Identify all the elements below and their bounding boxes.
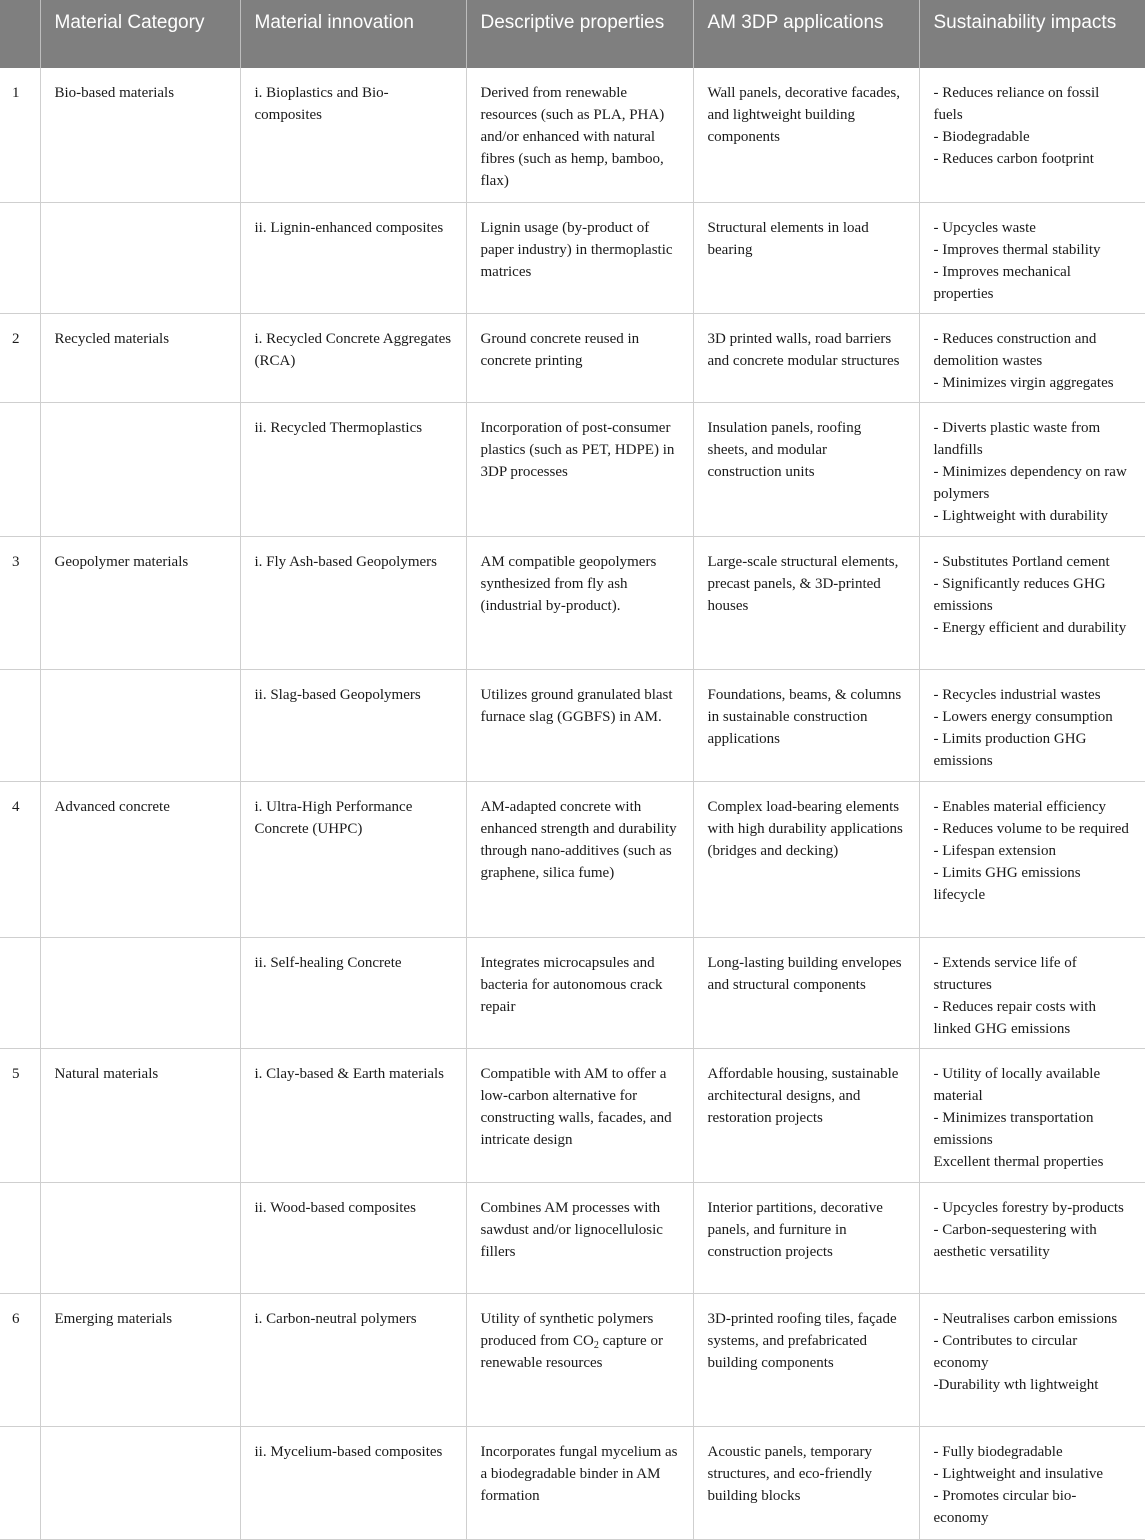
cell-applications: Acoustic panels, temporary structures, and eco-friendly building blocks xyxy=(693,1426,919,1539)
table-row xyxy=(0,937,1145,1048)
cell-category xyxy=(40,1182,240,1293)
cell-innovation: ii. Lignin-enhanced composites xyxy=(240,202,466,313)
cell-properties: Combines AM processes with sawdust and/or lignocellulosic fillers xyxy=(466,1182,693,1293)
impact-item: - Improves mechanical properties xyxy=(933,263,1071,302)
cell-impacts xyxy=(919,1293,1145,1426)
cell-number: 2 xyxy=(0,313,40,402)
impact-item: - Contributes to circular economy xyxy=(933,1332,1078,1371)
impact-item: - Reduces volume to be required xyxy=(933,820,1129,837)
header-applications: AM 3DP applications xyxy=(693,0,919,68)
cell-applications: Large-scale structural elements, precast panels, & 3D-printed houses xyxy=(693,536,919,669)
cell-properties: Utilizes ground granulated blast furnace slag (GGBFS) in AM. xyxy=(466,669,693,781)
impact-item: - Carbon-sequestering with aesthetic versatility xyxy=(933,1221,1097,1260)
impact-item: - Improves thermal stability xyxy=(933,241,1101,258)
impact-item: - Upcycles waste xyxy=(933,219,1036,236)
properties-text-post: capture or renewable resources xyxy=(480,1332,663,1371)
cell-impacts xyxy=(919,202,1145,313)
cell-innovation: i. Clay-based & Earth materials xyxy=(240,1048,466,1182)
cell-number: 4 xyxy=(0,781,40,937)
impact-item: - Upcycles forestry by-products xyxy=(933,1199,1124,1216)
cell-impacts xyxy=(919,313,1145,402)
cell-category: Geopolymer materials xyxy=(40,536,240,669)
impact-item: - Substitutes Portland cement xyxy=(933,553,1110,570)
cell-innovation: i. Recycled Concrete Aggregates (RCA) xyxy=(240,313,466,402)
cell-category xyxy=(40,1426,240,1539)
impact-item: - Recycles industrial wastes xyxy=(933,686,1101,703)
table-row xyxy=(0,1048,1145,1182)
impact-item: - Biodegradable xyxy=(933,129,1030,145)
table-row xyxy=(0,669,1145,781)
impact-item: - Promotes circular bio-economy xyxy=(933,1487,1077,1526)
table-row xyxy=(0,402,1145,536)
cell-number xyxy=(0,1426,40,1539)
table-row xyxy=(0,1293,1145,1426)
impact-item: - Minimizes transportation emissions xyxy=(933,1109,1094,1148)
cell-innovation: ii. Slag-based Geopolymers xyxy=(240,669,466,781)
cell-innovation: ii. Wood-based composites xyxy=(240,1182,466,1293)
cell-innovation: i. Fly Ash-based Geopolymers xyxy=(240,536,466,669)
impact-item: - Reduces repair costs with linked GHG emissions xyxy=(933,998,1096,1037)
cell-number xyxy=(0,937,40,1048)
cell-innovation: i. Ultra-High Performance Concrete (UHPC) xyxy=(240,781,466,937)
cell-properties: Ground concrete reused in concrete printing xyxy=(466,313,693,402)
header-impacts: Sustainability impacts xyxy=(919,0,1145,68)
cell-innovation: ii. Mycelium-based composites xyxy=(240,1426,466,1539)
cell-applications: Interior partitions, decorative panels, and furniture in construction projects xyxy=(693,1182,919,1293)
impact-item: - Limits GHG emissions lifecycle xyxy=(933,864,1081,903)
cell-properties: AM compatible geopolymers synthesized from fly ash (industrial by-product). xyxy=(466,536,693,669)
table-row xyxy=(0,313,1145,402)
cell-number: 3 xyxy=(0,536,40,669)
table-header xyxy=(0,0,1145,68)
cell-category: Advanced concrete xyxy=(40,781,240,937)
table-body xyxy=(0,68,1145,1539)
impact-item: - Minimizes dependency on raw polymers xyxy=(933,463,1127,502)
cell-impacts xyxy=(919,68,1145,202)
cell-innovation: ii. Recycled Thermoplastics xyxy=(240,402,466,536)
impact-item: - Lifespan extension xyxy=(933,842,1056,859)
impact-item: - Fully biodegradable xyxy=(933,1443,1063,1460)
cell-applications: Affordable housing, sustainable architectural designs, and restoration projects xyxy=(693,1048,919,1182)
cell-properties: Compatible with AM to offer a low-carbon alternative for constructing walls, facades, and intricate design xyxy=(466,1048,693,1182)
cell-impacts xyxy=(919,781,1145,937)
impact-item: - Minimizes virgin aggregates xyxy=(933,374,1114,391)
cell-category xyxy=(40,202,240,313)
cell-impacts xyxy=(919,937,1145,1048)
cell-properties: Incorporation of post-consumer plastics (such as PET, HDPE) in 3DP processes xyxy=(466,402,693,536)
cell-number xyxy=(0,669,40,781)
impact-item: - Energy efficient and durability xyxy=(933,619,1127,636)
table-row xyxy=(0,68,1145,202)
cell-number xyxy=(0,402,40,536)
cell-number xyxy=(0,202,40,313)
cell-applications: 3D printed walls, road barriers and concrete modular structures xyxy=(693,313,919,402)
cell-impacts xyxy=(919,402,1145,536)
cell-category: Emerging materials xyxy=(40,1293,240,1426)
cell-number xyxy=(0,1182,40,1293)
impact-item: - Reduces reliance on fossil fuels xyxy=(933,85,1100,123)
impact-item: - Lightweight and insulative xyxy=(933,1465,1104,1482)
cell-category xyxy=(40,937,240,1048)
table-row xyxy=(0,202,1145,313)
impact-item: - Extends service life of structures xyxy=(933,954,1077,993)
header-number xyxy=(0,0,40,68)
cell-innovation: ii. Self-healing Concrete xyxy=(240,937,466,1048)
cell-applications: Long-lasting building envelopes and structural components xyxy=(693,937,919,1048)
impact-item: - Lightweight with durability xyxy=(933,507,1109,524)
cell-applications: Structural elements in load bearing xyxy=(693,202,919,313)
impact-item: - Reduces construction and demolition wastes xyxy=(933,330,1097,369)
impact-item: Excellent thermal properties xyxy=(933,1153,1104,1170)
table-row xyxy=(0,781,1145,937)
header-row xyxy=(0,0,1145,68)
header-properties: Descriptive properties xyxy=(466,0,693,68)
cell-category: Recycled materials xyxy=(40,313,240,402)
table-row xyxy=(0,536,1145,669)
cell-applications: Complex load-bearing elements with high durability applications (bridges and decking) xyxy=(693,781,919,937)
cell-applications: 3D-printed roofing tiles, façade systems, and prefabricated building components xyxy=(693,1293,919,1426)
impact-item: - Significantly reduces GHG emissions xyxy=(933,575,1106,614)
cell-innovation: i. Carbon-neutral polymers xyxy=(240,1293,466,1426)
cell-applications: Insulation panels, roofing sheets, and modular construction units xyxy=(693,402,919,536)
table-row xyxy=(0,1426,1145,1539)
header-innovation: Material innovation xyxy=(240,0,466,68)
cell-impacts xyxy=(919,1426,1145,1539)
cell-impacts xyxy=(919,1182,1145,1293)
cell-innovation: i. Bioplastics and Bio-composites xyxy=(240,68,466,202)
table-row xyxy=(0,1182,1145,1293)
cell-number: 1 xyxy=(0,68,40,202)
cell-category: Bio-based materials xyxy=(40,68,240,202)
properties-text-pre: Utility of synthetic polymers produced from CO xyxy=(480,1310,654,1349)
cell-applications: Foundations, beams, & columns in sustainable construction applications xyxy=(693,669,919,781)
cell-impacts xyxy=(919,536,1145,669)
properties-subscript: 2 xyxy=(593,1339,599,1351)
cell-impacts xyxy=(919,1048,1145,1182)
cell-properties: Lignin usage (by-product of paper industry) in thermoplastic matrices xyxy=(466,202,693,313)
cell-properties: AM-adapted concrete with enhanced strength and durability through nano-additives (such as graphene, silica fume) xyxy=(466,781,693,937)
cell-category xyxy=(40,402,240,536)
impact-item: - Lowers energy consumption xyxy=(933,708,1113,725)
cell-properties: Integrates microcapsules and bacteria for autonomous crack repair xyxy=(466,937,693,1048)
cell-properties: Incorporates fungal mycelium as a biodegradable binder in AM formation xyxy=(466,1426,693,1539)
impact-item: - Limits production GHG emissions xyxy=(933,730,1087,769)
impact-item: - Enables material efficiency xyxy=(933,798,1107,815)
cell-category: Natural materials xyxy=(40,1048,240,1182)
header-category: Material Category xyxy=(40,0,240,68)
cell-properties xyxy=(466,1293,693,1426)
impact-item: - Neutralises carbon emissions xyxy=(933,1310,1118,1327)
impact-item: - Reduces carbon footprint xyxy=(933,151,1094,167)
cell-number: 6 xyxy=(0,1293,40,1426)
impact-item: - Diverts plastic waste from landfills xyxy=(933,419,1101,458)
impact-item: - Utility of locally available material xyxy=(933,1065,1101,1104)
cell-number: 5 xyxy=(0,1048,40,1182)
cell-category xyxy=(40,669,240,781)
cell-impacts xyxy=(919,669,1145,781)
cell-applications: Wall panels, decorative facades, and lightweight building components xyxy=(693,68,919,202)
impact-item: -Durability wth lightweight xyxy=(933,1376,1099,1393)
cell-properties: Derived from renewable resources (such as PLA, PHA) and/or enhanced with natural fibres (such as hemp, bamboo, flax) xyxy=(466,68,693,202)
